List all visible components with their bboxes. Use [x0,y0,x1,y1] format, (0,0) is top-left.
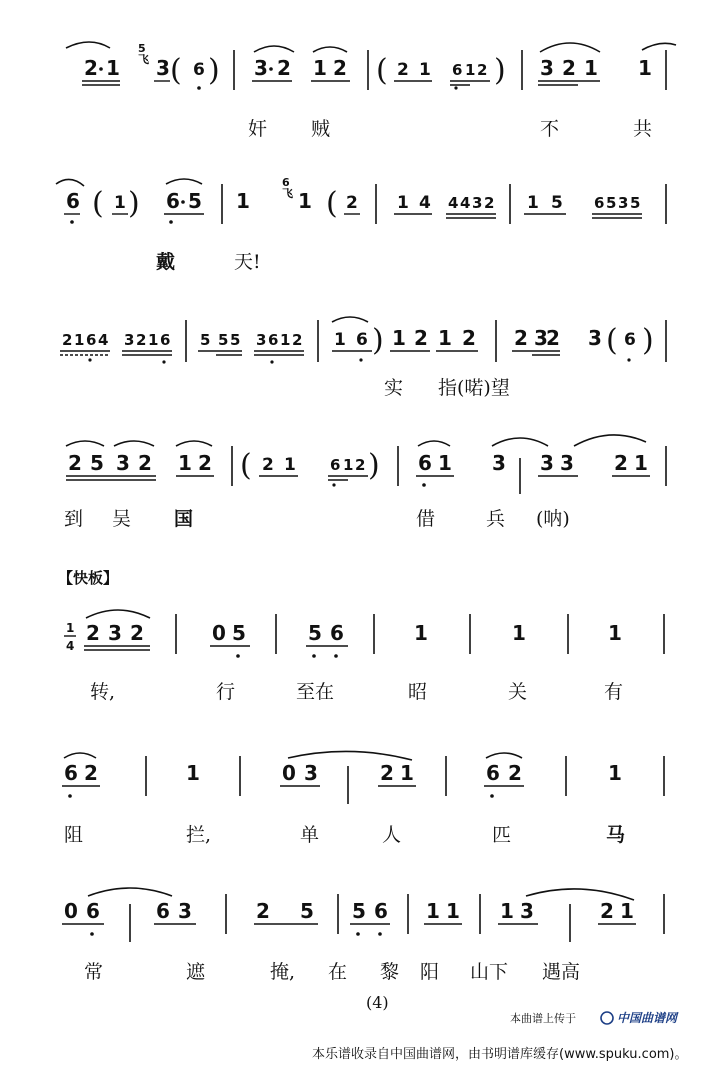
lyric: 遇高 [542,961,581,983]
svg-text:6: 6 [356,330,368,350]
svg-text:2: 2 [130,621,144,645]
lyric: 遮 [186,961,206,983]
lyric: 兵 [486,508,506,530]
svg-text:2: 2 [256,899,270,923]
lyric: 到 [64,508,84,530]
svg-text:1: 1 [465,61,476,79]
svg-text:6: 6 [268,331,279,349]
svg-text:5: 5 [218,331,229,349]
lyric: 转, [90,681,116,703]
lyric: 不 [540,118,560,140]
svg-text:5: 5 [352,899,366,923]
svg-text:4: 4 [460,194,471,212]
svg-text:2: 2 [136,331,147,349]
svg-text:1: 1 [620,899,634,923]
svg-text:2: 2 [380,761,394,785]
svg-text:2: 2 [508,761,522,785]
svg-text:3: 3 [124,331,135,349]
svg-text:0: 0 [282,761,296,785]
svg-text:1: 1 [438,451,452,475]
lyric-line-5 [90,681,623,703]
svg-text:3: 3 [534,326,548,350]
svg-text:3: 3 [178,899,192,923]
svg-text:5: 5 [308,621,322,645]
svg-text:3: 3 [254,56,268,80]
lyric: 吴 [112,508,132,530]
lyric: 人 [382,824,402,846]
svg-text:3: 3 [492,451,506,475]
lyric: 指(喏)望 [438,377,510,399]
svg-text:4: 4 [98,331,109,349]
svg-text:1: 1 [608,761,622,785]
svg-text:3: 3 [116,451,130,475]
lyric: 至在 [296,681,335,703]
source-note: 本乐谱收录自中国曲谱网，由书明谱库缓存(www.spuku.com)。 [312,1047,688,1062]
svg-text:1: 1 [334,330,346,350]
svg-text:6: 6 [418,451,432,475]
svg-text:2: 2 [414,326,428,350]
svg-text:2: 2 [546,326,560,350]
svg-text:1: 1 [638,56,652,80]
svg-text:5: 5 [138,42,146,55]
lyric: 实 [384,377,404,399]
svg-text:2: 2 [84,56,98,80]
svg-text:5: 5 [200,331,211,349]
svg-text:): ) [368,448,380,483]
svg-text:1: 1 [608,621,622,645]
svg-text:5: 5 [90,451,104,475]
lyric-line-1 [248,118,652,140]
logo-mark-icon [601,1012,613,1024]
svg-text:2: 2 [68,451,82,475]
lyric-line-2 [156,250,261,273]
svg-text:1: 1 [634,451,648,475]
svg-text:6: 6 [330,621,344,645]
site-logo [601,1011,679,1025]
svg-text:1: 1 [313,56,327,80]
svg-text:5: 5 [232,621,246,645]
lyric: 戴 [156,251,176,273]
svg-text:3: 3 [540,451,554,475]
svg-text:1: 1 [298,189,312,213]
svg-text:5: 5 [551,193,563,213]
lyric: 黎 [380,961,400,983]
svg-text:2: 2 [462,326,476,350]
svg-text:6: 6 [166,189,180,213]
lyric: 单 [300,824,320,846]
svg-text:6: 6 [156,899,170,923]
svg-text:1: 1 [527,193,539,213]
svg-text:5: 5 [230,331,241,349]
svg-text:1: 1 [148,331,159,349]
svg-text:3: 3 [108,621,122,645]
lyric: 拦, [186,824,212,846]
svg-text:1: 1 [186,761,200,785]
svg-text:(: ( [240,448,252,483]
svg-text:1: 1 [419,60,431,80]
svg-text:1: 1 [584,56,598,80]
svg-text:3: 3 [304,761,318,785]
lyric: 昭 [408,681,428,703]
lyric: 在 [328,961,348,983]
svg-text:2: 2 [62,331,73,349]
svg-text:1: 1 [397,193,409,213]
svg-text:2: 2 [262,455,274,475]
svg-text:1: 1 [426,899,440,923]
svg-text:2: 2 [600,899,614,923]
lyric: 奸 [248,118,268,140]
svg-text:3: 3 [472,194,483,212]
svg-text:6: 6 [193,60,205,80]
svg-text:5: 5 [188,189,202,213]
svg-text:3: 3 [588,326,602,350]
svg-text:2: 2 [346,193,358,213]
svg-text:1: 1 [280,331,291,349]
svg-text:6: 6 [66,189,80,213]
svg-text:2: 2 [84,761,98,785]
upload-credit: 本曲谱上传于 [510,1012,576,1025]
notation-line-6 [62,751,664,804]
svg-text:6: 6 [594,194,605,212]
notation-line-5 [64,610,664,658]
lyric: 共 [633,118,653,140]
svg-text:1: 1 [512,621,526,645]
svg-text:6: 6 [160,331,171,349]
svg-text:1: 1 [114,193,126,213]
svg-text:5: 5 [606,194,617,212]
tempo-marking: 【快板】 [58,569,119,587]
lyric: 贼 [311,118,331,140]
svg-text:): ) [494,53,506,88]
svg-text:1: 1 [414,621,428,645]
notation-line-2 [56,176,666,224]
svg-text:1: 1 [236,189,250,213]
lyric: 行 [216,681,236,703]
svg-text:3: 3 [540,56,554,80]
svg-text:2: 2 [514,326,528,350]
svg-text:1: 1 [500,899,514,923]
svg-text:2: 2 [198,451,212,475]
svg-text:6: 6 [330,456,341,474]
svg-text:1: 1 [400,761,414,785]
svg-text:6: 6 [282,176,290,189]
svg-text:6: 6 [86,331,97,349]
svg-text:(: ( [170,53,182,88]
svg-text:3: 3 [156,56,170,80]
lyric: 匹 [492,824,512,846]
svg-text:2: 2 [562,56,576,80]
svg-text:2: 2 [397,60,409,80]
svg-text:6: 6 [624,330,636,350]
svg-text:6: 6 [86,899,100,923]
lyric-line-7 [84,961,580,983]
svg-text:2: 2 [477,61,488,79]
svg-text:5: 5 [630,194,641,212]
svg-text:3: 3 [520,899,534,923]
lyric-line-4 [64,508,570,530]
svg-text:5: 5 [300,899,314,923]
svg-text:3: 3 [256,331,267,349]
lyric: 天! [234,251,261,273]
svg-text:2: 2 [292,331,303,349]
svg-text:飞: 飞 [138,53,149,66]
svg-text:2: 2 [138,451,152,475]
time-signature-top: 1 [66,621,75,635]
notation-line-7 [62,888,664,942]
svg-text:0: 0 [64,899,78,923]
lyric-line-3 [384,377,510,399]
notation-line-1 [66,42,676,90]
svg-text:4: 4 [419,193,431,213]
svg-text:6: 6 [374,899,388,923]
lyric: 有 [604,681,624,703]
svg-text:(: ( [376,53,388,88]
svg-text:): ) [372,323,384,358]
svg-text:3: 3 [560,451,574,475]
svg-text:2: 2 [86,621,100,645]
svg-text:2: 2 [355,456,366,474]
svg-text:飞: 飞 [282,187,293,200]
lyric: 阳 [420,961,440,983]
lyric: 马 [606,824,626,846]
svg-text:(: ( [326,186,338,221]
svg-text:): ) [128,186,140,221]
lyric: 关 [508,681,528,703]
time-signature-bottom: 4 [66,639,75,653]
lyric: 借 [416,508,436,530]
svg-text:3: 3 [618,194,629,212]
page-number: (4) [366,993,389,1012]
brand-name: 中国曲谱网 [617,1011,678,1025]
svg-text:0: 0 [212,621,226,645]
svg-text:6: 6 [64,761,78,785]
svg-text:1: 1 [392,326,406,350]
lyric: 常 [84,961,104,983]
notation-line-4 [66,435,666,494]
svg-text:6: 6 [452,61,463,79]
lyric: 阻 [64,824,84,846]
svg-text:(: ( [606,323,618,358]
svg-text:1: 1 [178,451,192,475]
svg-text:1: 1 [284,455,296,475]
svg-text:2: 2 [333,56,347,80]
svg-text:4: 4 [448,194,459,212]
svg-text:6: 6 [486,761,500,785]
lyric-line-6 [64,824,625,846]
svg-text:2: 2 [277,56,291,80]
svg-text:): ) [208,53,220,88]
notation-line-3 [60,317,666,364]
svg-text:(: ( [92,186,104,221]
svg-text:1: 1 [438,326,452,350]
lyric: (呐) [536,508,570,530]
lyric: 国 [174,508,194,530]
svg-text:1: 1 [74,331,85,349]
svg-text:2: 2 [614,451,628,475]
svg-text:1: 1 [446,899,460,923]
svg-text:): ) [642,323,654,358]
svg-text:1: 1 [106,56,120,80]
svg-text:2: 2 [484,194,495,212]
svg-text:1: 1 [343,456,354,474]
lyric: 山下 [470,961,509,983]
lyric: 掩, [270,961,296,983]
